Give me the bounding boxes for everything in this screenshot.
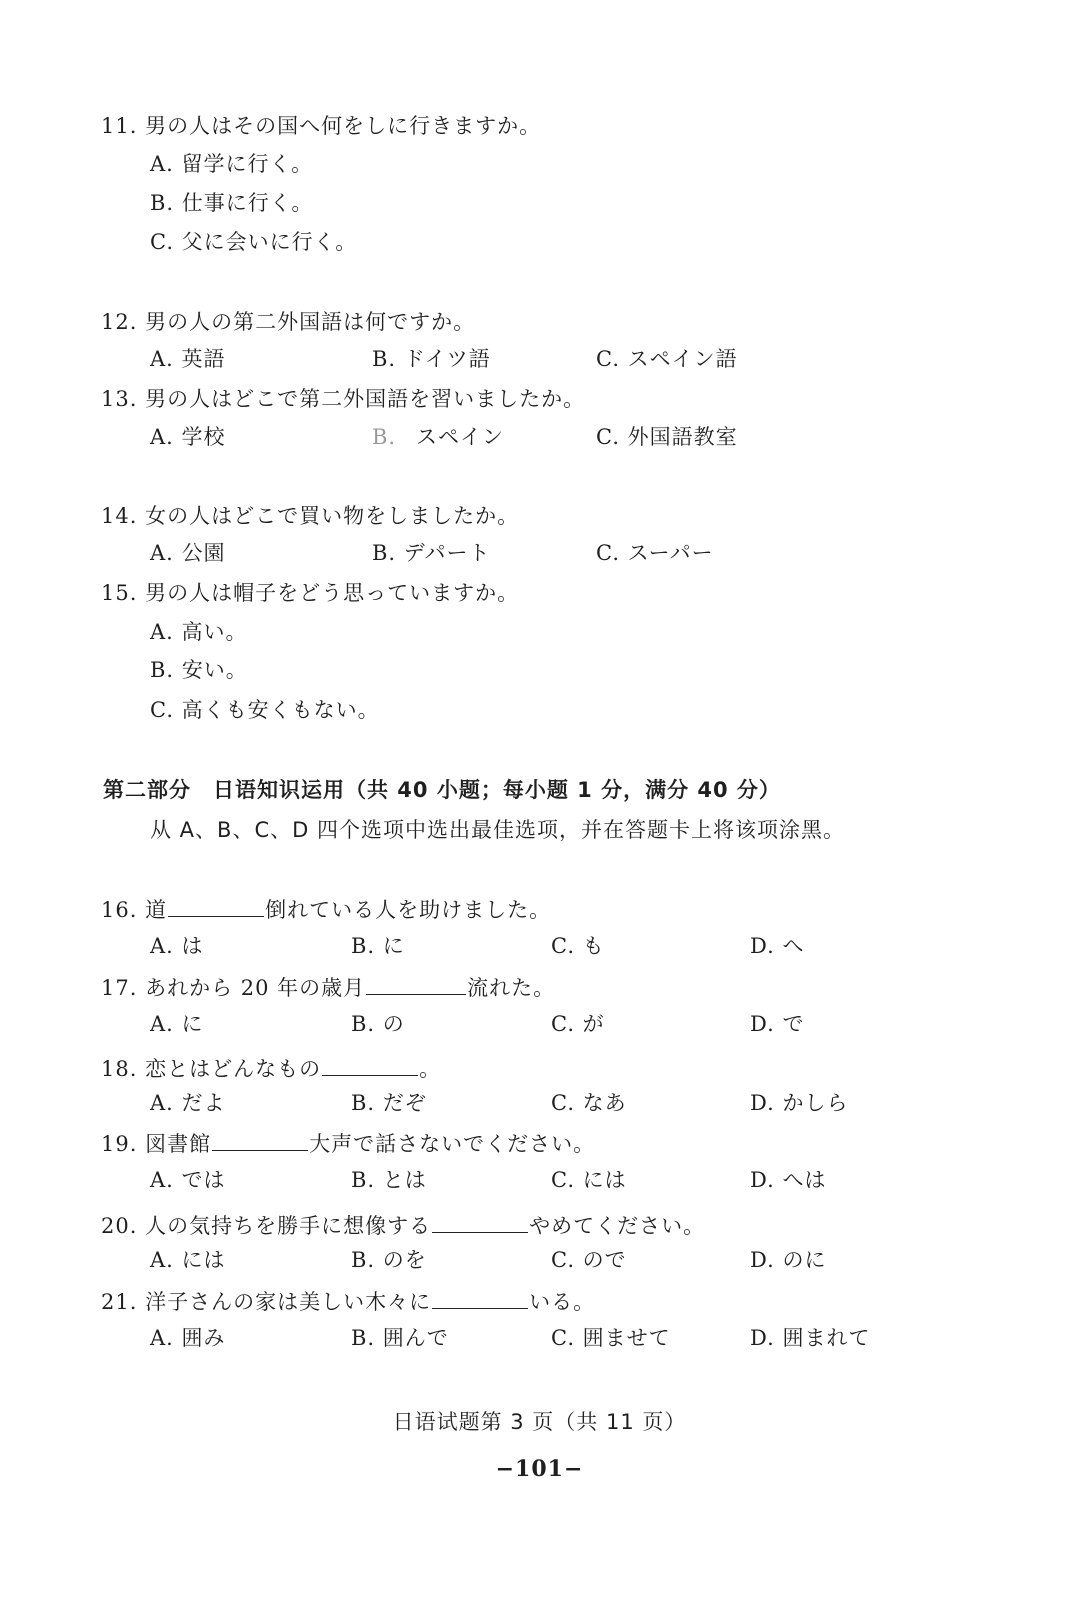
question-19-option-b: B. とは (351, 1168, 427, 1192)
question-13-option-b-letter: B. (372, 425, 397, 449)
question-15-option-b: B. 安い。 (150, 658, 248, 682)
question-16-options (150, 932, 1030, 960)
question-17-option-c: C. が (551, 1012, 605, 1036)
question-19-option-c: C. には (551, 1168, 627, 1192)
question-16-stem-before: 16. 道 (101, 898, 168, 922)
question-16-option-d: D. へ (750, 934, 805, 958)
question-16-option-a: A. は (150, 934, 204, 958)
question-18-option-a: A. だよ (150, 1091, 226, 1115)
question-21-option-b: B. 囲んで (351, 1326, 449, 1350)
question-18-options (150, 1089, 1030, 1117)
answer-blank (366, 972, 466, 995)
question-14-options (150, 539, 1030, 567)
question-13-stem: 13. 男の人はどこで第二外国語を習いましたか。 (101, 387, 586, 411)
question-19-stem-after: 大声で話さないでください。 (309, 1132, 596, 1156)
question-18-option-d: D. かしら (750, 1091, 849, 1115)
question-11-option-a: A. 留学に行く。 (150, 152, 314, 176)
question-15-stem: 15. 男の人は帽子をどう思っていますか。 (101, 581, 520, 605)
question-21-stem-after: いる。 (529, 1290, 596, 1314)
question-17-option-d: D. で (750, 1012, 805, 1036)
question-20-option-a: A. には (150, 1248, 226, 1272)
question-11-option-c: C. 父に会いに行く。 (150, 230, 358, 254)
question-14-stem: 14. 女の人はどこで買い物をしましたか。 (101, 504, 520, 528)
question-19-option-a: A. では (150, 1168, 226, 1192)
question-21-stem (101, 1286, 595, 1316)
page-footer-label: 日语试题第 3 页（共 11 页） (392, 1410, 687, 1434)
question-17-options (150, 1010, 1030, 1038)
question-15-option-c: C. 高くも安くもない。 (150, 698, 380, 722)
question-13-option-c: C. 外国語教室 (596, 425, 738, 449)
question-17-stem (101, 972, 555, 1002)
question-13-option-b-text: スペイン (416, 425, 504, 449)
question-20-stem-after: やめてください。 (529, 1214, 706, 1238)
question-16-option-b: B. に (351, 934, 405, 958)
question-21-options (150, 1324, 1030, 1352)
question-21-option-a: A. 囲み (150, 1326, 226, 1350)
question-18-option-b: B. だぞ (351, 1091, 427, 1115)
question-16-stem-after: 倒れている人を助けました。 (265, 898, 552, 922)
question-19-stem-before: 19. 図書館 (101, 1132, 212, 1156)
question-19-option-d: D. へは (750, 1168, 827, 1192)
answer-blank (322, 1053, 418, 1076)
question-16-option-c: C. も (551, 934, 605, 958)
section-2-instruction: 从 A、B、C、D 四个选项中选出最佳选项，并在答题卡上将该项涂黑。 (150, 818, 845, 842)
answer-blank (212, 1128, 308, 1151)
question-11-option-b: B. 仕事に行く。 (150, 191, 314, 215)
question-12-option-b: B. ドイツ語 (372, 347, 491, 371)
answer-blank (168, 894, 264, 917)
question-13-options (150, 423, 1030, 451)
question-16-stem (101, 894, 551, 924)
question-15-option-a: A. 高い。 (150, 620, 248, 644)
section-2-heading: 第二部分 日语知识运用（共 40 小题；每小题 1 分，满分 40 分） (103, 778, 781, 802)
question-21-option-d: D. 囲まれて (750, 1326, 871, 1350)
question-18-option-c: C. なあ (551, 1091, 627, 1115)
question-17-stem-before: 17. あれから 20 年の歳月 (101, 976, 366, 1000)
question-20-option-c: C. ので (551, 1248, 627, 1272)
question-20-option-d: D. のに (750, 1248, 827, 1272)
question-14-option-b: B. デパート (372, 541, 491, 565)
question-17-option-a: A. に (150, 1012, 204, 1036)
question-20-option-b: B. のを (351, 1248, 427, 1272)
question-11-stem: 11. 男の人はその国へ何をしに行きますか。 (101, 114, 542, 138)
question-18-stem-after: 。 (419, 1057, 442, 1081)
question-14-option-c: C. スーパー (596, 541, 714, 565)
question-12-options (150, 345, 1030, 373)
question-17-option-b: B. の (351, 1012, 405, 1036)
question-12-stem: 12. 男の人の第二外国語は何ですか。 (101, 310, 476, 334)
question-21-stem-before: 21. 洋子さんの家は美しい木々に (101, 1290, 432, 1314)
question-13-option-a: A. 学校 (150, 425, 226, 449)
question-18-stem (101, 1053, 441, 1083)
question-12-option-c: C. スペイン語 (596, 347, 738, 371)
question-21-option-c: C. 囲ませて (551, 1326, 671, 1350)
question-20-stem-before: 20. 人の気持ちを勝手に想像する (101, 1214, 432, 1238)
page-number: −101− (495, 1456, 584, 1482)
question-19-stem (101, 1128, 595, 1158)
question-17-stem-after: 流れた。 (467, 976, 556, 1000)
question-19-options (150, 1166, 1030, 1194)
question-18-stem-before: 18. 恋とはどんなもの (101, 1057, 322, 1081)
question-20-stem (101, 1210, 705, 1240)
answer-blank (432, 1286, 528, 1309)
answer-blank (432, 1210, 528, 1233)
question-20-options (150, 1246, 1030, 1274)
question-14-option-a: A. 公園 (150, 541, 226, 565)
question-12-option-a: A. 英語 (150, 347, 226, 371)
